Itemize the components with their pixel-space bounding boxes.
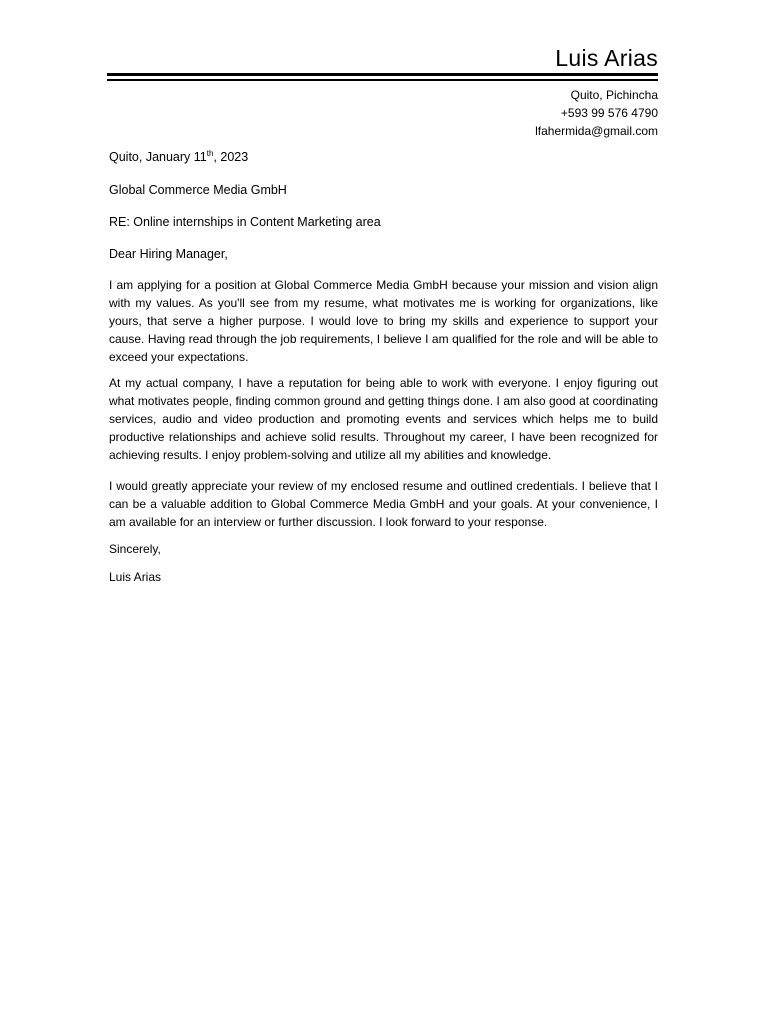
body-paragraph-2: At my actual company, I have a reputation for being able to work with everyone. I enjoy figuring out what motivates people, finding common ground and getting things done. I am also good at coordinating services, audio and video production and promoting events and services which helps me to build productive relationships and achieve solid results. Throughout my career, I have been recognized for achieving results. I enjoy problem-solving and utilize all my abilities and knowledge.: [109, 376, 658, 462]
body-paragraph-3: I would greatly appreciate your review of my enclosed resume and outlined credentials. I believe that I can be a valuable addition to Global Commerce Media GmbH and your goals. At your convenience, I am available for an interview or further discussion. I look forward to your response.: [109, 479, 658, 529]
letter-subject: RE: Online internships in Content Marketing area: [109, 215, 381, 229]
letter-salutation: Dear Hiring Manager,: [109, 247, 228, 261]
letter-closing: Sincerely,: [109, 542, 161, 556]
recipient-company: Global Commerce Media GmbH: [109, 183, 287, 197]
letter-signature: Luis Arias: [109, 570, 162, 584]
sender-name-heading: Luis Arias: [555, 45, 658, 71]
sender-city: Quito, Pichincha: [570, 88, 658, 102]
sender-phone: +593 99 576 4790: [560, 106, 658, 120]
date-prefix: Quito, January 11: [109, 150, 207, 164]
sender-contact-block: [535, 86, 658, 140]
date-ordinal-suffix: th: [206, 148, 214, 158]
header-rule-thick: [107, 73, 658, 76]
header-rule-thin: [107, 79, 658, 81]
letter-date: [109, 149, 248, 165]
date-year: , 2023: [213, 150, 249, 164]
sender-email: lfahermida@gmail.com: [535, 124, 658, 138]
body-paragraph-1: I am applying for a position at Global Commerce Media GmbH because your mission and vision align with my values. As you'll see from my resume, what motivates me is working for organizations, like yours, that serve a higher purpose. I would love to bring my skills and experience to support your cause. Having read through the job requirements, I believe I am qualified for the role and will be able to exceed your expectations.: [109, 278, 658, 364]
